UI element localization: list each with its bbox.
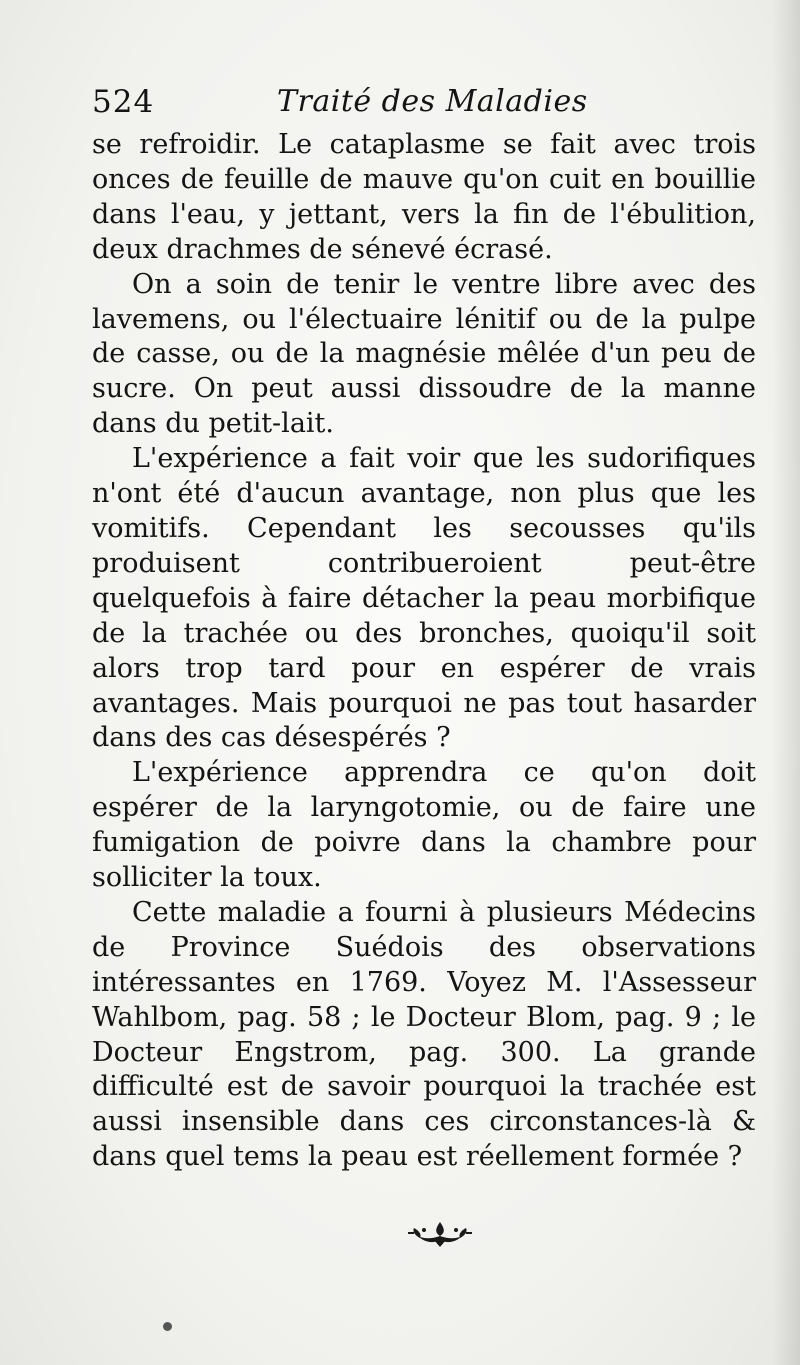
paragraph-swedish-observations: Cette maladie a fourni à plusieurs Médecins de Province Suédois des observations intéressantes en 1769. Voyez M. l'Assesseur Wahlbom, pag. 58 ; le Docteur Blom, pag. 9 ; le Docteur Engstrom, pag. 300. La grande difficulté est de savoir pourquoi la trachée est aussi insensible dans ces circonstances-là & dans quel tems la peau est réellement formée ? <box>92 896 756 1173</box>
running-title: Traité des Maladies <box>277 84 588 119</box>
paragraph-continuation: se refroidir. Le cataplasme se fait avec trois onces de feuille de mauve qu'on cuit en bouillie dans l'eau, y jettant, vers la fin de l'ébulition, deux drachmes de sénevé écrasé. <box>92 129 756 265</box>
ink-speck <box>163 1322 172 1331</box>
paragraph-laryngotomy: L'expérience apprendra ce qu'on doit espérer de la laryngotomie, ou de faire une fumigation de poivre dans la chambre pour solliciter la toux. <box>92 757 756 894</box>
paragraph-sudorifics: L'expérience a fait voir que les sudorifiques n'ont été d'aucun avantage, non plus que les vomitifs. Cependant les secousses qu'ils produisent contribueroient peut-être quelquefois à faire détacher la peau morbifique de la trachée ou des bronches, quoiqu'il soit alors trop tard pour en espérer de vrais avantages. Mais pourquoi ne pas tout hasarder dans des cas désespérés ? <box>92 443 756 754</box>
body-text <box>92 128 756 1175</box>
fleuron-ornament-icon <box>404 1218 476 1248</box>
page-header <box>92 76 756 126</box>
page-number: 524 <box>92 84 155 120</box>
paragraph-laxatives: On a soin de tenir le ventre libre avec des lavemens, ou l'électuaire lénitif ou de la pulpe de casse, ou de la magnésie mêlée d'un peu de sucre. On peut aussi dissoudre de la manne dans du petit-lait. <box>92 268 756 440</box>
page-edge-shadow <box>772 0 800 1365</box>
